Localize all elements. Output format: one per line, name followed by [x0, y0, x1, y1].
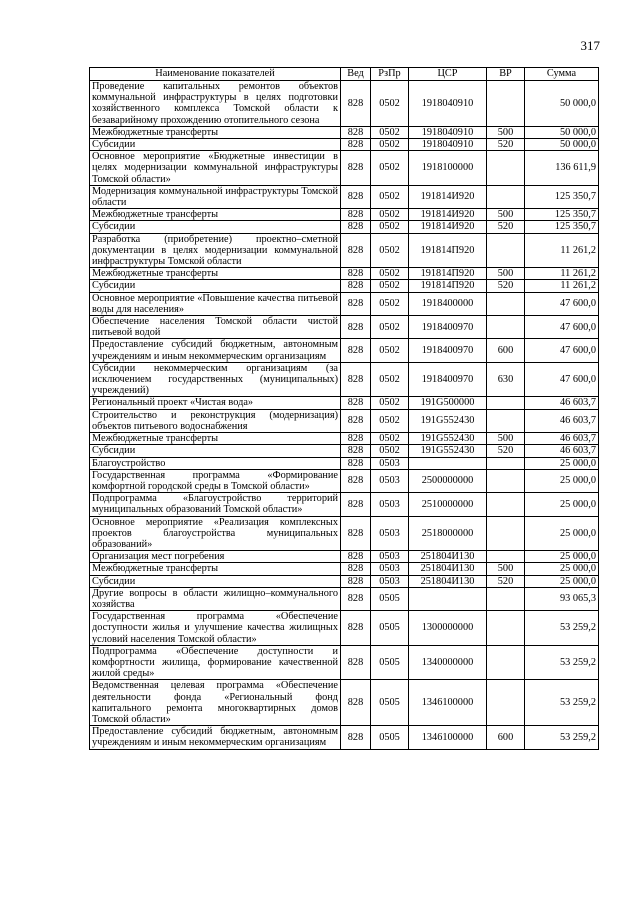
cell-ved: 828: [341, 339, 371, 362]
table-row: [90, 126, 599, 138]
cell-vr: 520: [487, 445, 525, 457]
cell-sum: 136 611,9: [525, 151, 599, 186]
cell-rzpr: 0502: [371, 221, 409, 233]
page-number: 317: [580, 38, 600, 53]
cell-vr: [487, 292, 525, 315]
cell-sum: 50 000,0: [525, 81, 599, 127]
cell-csr: 1918400970: [409, 362, 487, 397]
cell-name: Межбюджетные трансферты: [90, 209, 341, 221]
cell-rzpr: 0503: [371, 469, 409, 492]
cell-ved: 828: [341, 151, 371, 186]
header-sum: Сумма: [525, 68, 599, 81]
table-row: [90, 233, 599, 268]
cell-vr: [487, 611, 525, 646]
cell-ved: 828: [341, 209, 371, 221]
cell-ved: 828: [341, 469, 371, 492]
cell-ved: 828: [341, 611, 371, 646]
cell-vr: 630: [487, 362, 525, 397]
cell-rzpr: 0502: [371, 433, 409, 445]
cell-name: Другие вопросы в области жилищно–коммунального хозяйства: [90, 587, 341, 610]
cell-name: Межбюджетные трансферты: [90, 126, 341, 138]
cell-csr: 1300000000: [409, 611, 487, 646]
cell-csr: 191814И920: [409, 185, 487, 208]
cell-vr: [487, 680, 525, 726]
cell-vr: 500: [487, 433, 525, 445]
cell-name: Субсидии: [90, 280, 341, 292]
cell-rzpr: 0505: [371, 680, 409, 726]
cell-vr: 600: [487, 339, 525, 362]
table-row: [90, 409, 599, 432]
header-vr: ВР: [487, 68, 525, 81]
cell-rzpr: 0502: [371, 445, 409, 457]
cell-rzpr: 0505: [371, 587, 409, 610]
cell-sum: 25 000,0: [525, 563, 599, 575]
cell-csr: 191814И920: [409, 209, 487, 221]
cell-sum: 25 000,0: [525, 551, 599, 563]
cell-ved: 828: [341, 551, 371, 563]
cell-vr: 520: [487, 139, 525, 151]
cell-name: Региональный проект «Чистая вода»: [90, 397, 341, 409]
cell-vr: [487, 409, 525, 432]
cell-rzpr: 0502: [371, 139, 409, 151]
cell-sum: 50 000,0: [525, 126, 599, 138]
cell-rzpr: 0505: [371, 726, 409, 749]
cell-vr: 500: [487, 563, 525, 575]
cell-ved: 828: [341, 587, 371, 610]
cell-csr: 1918400000: [409, 292, 487, 315]
cell-csr: 191G552430: [409, 445, 487, 457]
table-row: [90, 575, 599, 587]
cell-name: Предоставление субсидий бюджетным, автономным учреждениям и иным некоммерческим организациям: [90, 339, 341, 362]
cell-csr: 191814П920: [409, 280, 487, 292]
cell-vr: 520: [487, 575, 525, 587]
cell-rzpr: 0502: [371, 233, 409, 268]
cell-name: Основное мероприятие «Реализация комплексных проектов благоустройства муниципальных образований»: [90, 516, 341, 551]
cell-sum: 47 600,0: [525, 292, 599, 315]
cell-vr: 520: [487, 280, 525, 292]
cell-csr: 1918400970: [409, 316, 487, 339]
header-ved: Вед: [341, 68, 371, 81]
cell-name: Строительство и реконструкция (модернизация) объектов питьевого водоснабжения: [90, 409, 341, 432]
cell-rzpr: 0502: [371, 185, 409, 208]
table-row: [90, 516, 599, 551]
cell-csr: [409, 457, 487, 469]
cell-sum: 93 065,3: [525, 587, 599, 610]
cell-rzpr: 0503: [371, 516, 409, 551]
cell-ved: 828: [341, 645, 371, 680]
cell-csr: 1918100000: [409, 151, 487, 186]
table-row: [90, 611, 599, 646]
cell-sum: 11 261,2: [525, 268, 599, 280]
cell-name: Обеспечение населения Томской области чистой питьевой водой: [90, 316, 341, 339]
cell-vr: [487, 516, 525, 551]
cell-name: Основное мероприятие «Повышение качества питьевой воды для населения»: [90, 292, 341, 315]
cell-sum: 125 350,7: [525, 209, 599, 221]
cell-ved: 828: [341, 445, 371, 457]
cell-sum: 47 600,0: [525, 362, 599, 397]
cell-ved: 828: [341, 493, 371, 516]
cell-ved: 828: [341, 563, 371, 575]
cell-name: Межбюджетные трансферты: [90, 563, 341, 575]
cell-sum: 25 000,0: [525, 575, 599, 587]
cell-name: Ведомственная целевая программа «Обеспечение деятельности фонда «Региональный фонд капитального ремонта многоквартирных домов Томской области»: [90, 680, 341, 726]
cell-ved: 828: [341, 139, 371, 151]
table-body: [90, 81, 599, 750]
cell-ved: 828: [341, 81, 371, 127]
cell-name: Предоставление субсидий бюджетным, автономным учреждениям и иным некоммерческим организациям: [90, 726, 341, 749]
header-name: Наименование показателей: [90, 68, 341, 81]
table-row: [90, 151, 599, 186]
cell-name: Межбюджетные трансферты: [90, 268, 341, 280]
cell-rzpr: 0503: [371, 493, 409, 516]
cell-ved: 828: [341, 185, 371, 208]
cell-vr: [487, 493, 525, 516]
cell-ved: 828: [341, 433, 371, 445]
cell-csr: 1346100000: [409, 680, 487, 726]
cell-vr: [487, 397, 525, 409]
table-row: [90, 292, 599, 315]
cell-ved: 828: [341, 457, 371, 469]
cell-ved: 828: [341, 233, 371, 268]
cell-sum: 11 261,2: [525, 280, 599, 292]
cell-sum: 47 600,0: [525, 316, 599, 339]
cell-vr: [487, 151, 525, 186]
cell-vr: [487, 457, 525, 469]
cell-sum: 11 261,2: [525, 233, 599, 268]
cell-name: Межбюджетные трансферты: [90, 433, 341, 445]
cell-ved: 828: [341, 362, 371, 397]
cell-csr: 191G552430: [409, 409, 487, 432]
cell-name: Государственная программа «Обеспечение доступности жилья и улучшение качества жилищных условий населения Томской области»: [90, 611, 341, 646]
cell-csr: 1346100000: [409, 726, 487, 749]
cell-vr: 520: [487, 221, 525, 233]
cell-csr: 1918040910: [409, 139, 487, 151]
cell-ved: 828: [341, 221, 371, 233]
cell-csr: 191G552430: [409, 433, 487, 445]
cell-rzpr: 0503: [371, 563, 409, 575]
cell-rzpr: 0502: [371, 81, 409, 127]
table-row: [90, 81, 599, 127]
cell-name: Модернизация коммунальной инфраструктуры Томской области: [90, 185, 341, 208]
cell-sum: 46 603,7: [525, 397, 599, 409]
cell-rzpr: 0502: [371, 292, 409, 315]
cell-vr: [487, 81, 525, 127]
cell-csr: 2500000000: [409, 469, 487, 492]
cell-name: Основное мероприятие «Бюджетные инвестиции в целях модернизации коммунальной инфраструктуры Томской области»: [90, 151, 341, 186]
cell-name: Субсидии некоммерческим организациям (за исключением государственных (муниципальных) учреждений): [90, 362, 341, 397]
cell-rzpr: 0502: [371, 362, 409, 397]
cell-ved: 828: [341, 397, 371, 409]
cell-rzpr: 0502: [371, 397, 409, 409]
cell-name: Субсидии: [90, 445, 341, 457]
cell-rzpr: 0505: [371, 645, 409, 680]
cell-ved: 828: [341, 316, 371, 339]
cell-name: Подпрограмма «Обеспечение доступности и комфортности жилища, формирование качественной жилой среды»: [90, 645, 341, 680]
table-row: [90, 280, 599, 292]
cell-rzpr: 0502: [371, 151, 409, 186]
table-row: [90, 316, 599, 339]
table-row: [90, 339, 599, 362]
cell-sum: 53 259,2: [525, 645, 599, 680]
cell-vr: 500: [487, 126, 525, 138]
cell-ved: 828: [341, 268, 371, 280]
cell-sum: 125 350,7: [525, 185, 599, 208]
cell-name: Благоустройство: [90, 457, 341, 469]
cell-vr: [487, 587, 525, 610]
cell-rzpr: 0502: [371, 209, 409, 221]
cell-ved: 828: [341, 292, 371, 315]
cell-name: Субсидии: [90, 221, 341, 233]
cell-vr: 500: [487, 209, 525, 221]
cell-vr: [487, 645, 525, 680]
cell-vr: [487, 551, 525, 563]
cell-rzpr: 0502: [371, 409, 409, 432]
cell-csr: 191G500000: [409, 397, 487, 409]
cell-csr: 1918040910: [409, 81, 487, 127]
cell-csr: 251804И130: [409, 551, 487, 563]
cell-vr: 600: [487, 726, 525, 749]
cell-rzpr: 0502: [371, 268, 409, 280]
cell-name: Проведение капитальных ремонтов объектов коммунальной инфраструктуры в целях подготовки хозяйственного комплекса Томской области к безаварийному прохождению отопительного сезона: [90, 81, 341, 127]
cell-rzpr: 0502: [371, 339, 409, 362]
cell-rzpr: 0505: [371, 611, 409, 646]
table-row: [90, 457, 599, 469]
cell-vr: [487, 233, 525, 268]
cell-csr: 191814П920: [409, 268, 487, 280]
cell-rzpr: 0503: [371, 575, 409, 587]
table-row: [90, 433, 599, 445]
cell-ved: 828: [341, 726, 371, 749]
table-row: [90, 493, 599, 516]
cell-sum: 46 603,7: [525, 445, 599, 457]
cell-sum: 53 259,2: [525, 611, 599, 646]
cell-rzpr: 0503: [371, 457, 409, 469]
cell-name: Разработка (приобретение) проектно–сметной документации в целях модернизации коммунальной инфраструктуры Томской области: [90, 233, 341, 268]
cell-csr: 251804И130: [409, 563, 487, 575]
cell-rzpr: 0502: [371, 126, 409, 138]
cell-name: Государственная программа «Формирование комфортной городской среды в Томской области»: [90, 469, 341, 492]
cell-vr: 500: [487, 268, 525, 280]
cell-sum: 47 600,0: [525, 339, 599, 362]
cell-ved: 828: [341, 280, 371, 292]
cell-rzpr: 0503: [371, 551, 409, 563]
cell-sum: 25 000,0: [525, 469, 599, 492]
cell-sum: 53 259,2: [525, 726, 599, 749]
cell-ved: 828: [341, 409, 371, 432]
cell-ved: 828: [341, 126, 371, 138]
cell-csr: 1918040910: [409, 126, 487, 138]
cell-ved: 828: [341, 575, 371, 587]
table-row: [90, 139, 599, 151]
table-row: [90, 469, 599, 492]
table-row: [90, 680, 599, 726]
cell-sum: 25 000,0: [525, 516, 599, 551]
cell-sum: 50 000,0: [525, 139, 599, 151]
table-row: [90, 645, 599, 680]
header-rzpr: РзПр: [371, 68, 409, 81]
cell-csr: 251804И130: [409, 575, 487, 587]
cell-name: Организация мест погребения: [90, 551, 341, 563]
table-row: [90, 397, 599, 409]
table-row: [90, 221, 599, 233]
cell-csr: 2510000000: [409, 493, 487, 516]
cell-sum: 46 603,7: [525, 433, 599, 445]
cell-sum: 53 259,2: [525, 680, 599, 726]
cell-rzpr: 0502: [371, 280, 409, 292]
table-row: [90, 209, 599, 221]
cell-csr: 191814П920: [409, 233, 487, 268]
cell-csr: [409, 587, 487, 610]
table-header-row: [90, 68, 599, 81]
table-row: [90, 185, 599, 208]
table-row: [90, 587, 599, 610]
cell-sum: 25 000,0: [525, 493, 599, 516]
cell-sum: 25 000,0: [525, 457, 599, 469]
header-csr: ЦСР: [409, 68, 487, 81]
cell-vr: [487, 185, 525, 208]
budget-table: [89, 67, 599, 750]
cell-vr: [487, 469, 525, 492]
cell-sum: 46 603,7: [525, 409, 599, 432]
table-row: [90, 551, 599, 563]
table-row: [90, 445, 599, 457]
table-row: [90, 563, 599, 575]
cell-name: Подпрограмма «Благоустройство территорий муниципальных образований Томской области»: [90, 493, 341, 516]
cell-csr: 2518000000: [409, 516, 487, 551]
cell-csr: 1340000000: [409, 645, 487, 680]
cell-csr: 1918400970: [409, 339, 487, 362]
cell-vr: [487, 316, 525, 339]
table-row: [90, 726, 599, 749]
cell-csr: 191814И920: [409, 221, 487, 233]
cell-name: Субсидии: [90, 575, 341, 587]
cell-sum: 125 350,7: [525, 221, 599, 233]
cell-ved: 828: [341, 516, 371, 551]
cell-name: Субсидии: [90, 139, 341, 151]
table-row: [90, 362, 599, 397]
cell-ved: 828: [341, 680, 371, 726]
table-row: [90, 268, 599, 280]
cell-rzpr: 0502: [371, 316, 409, 339]
